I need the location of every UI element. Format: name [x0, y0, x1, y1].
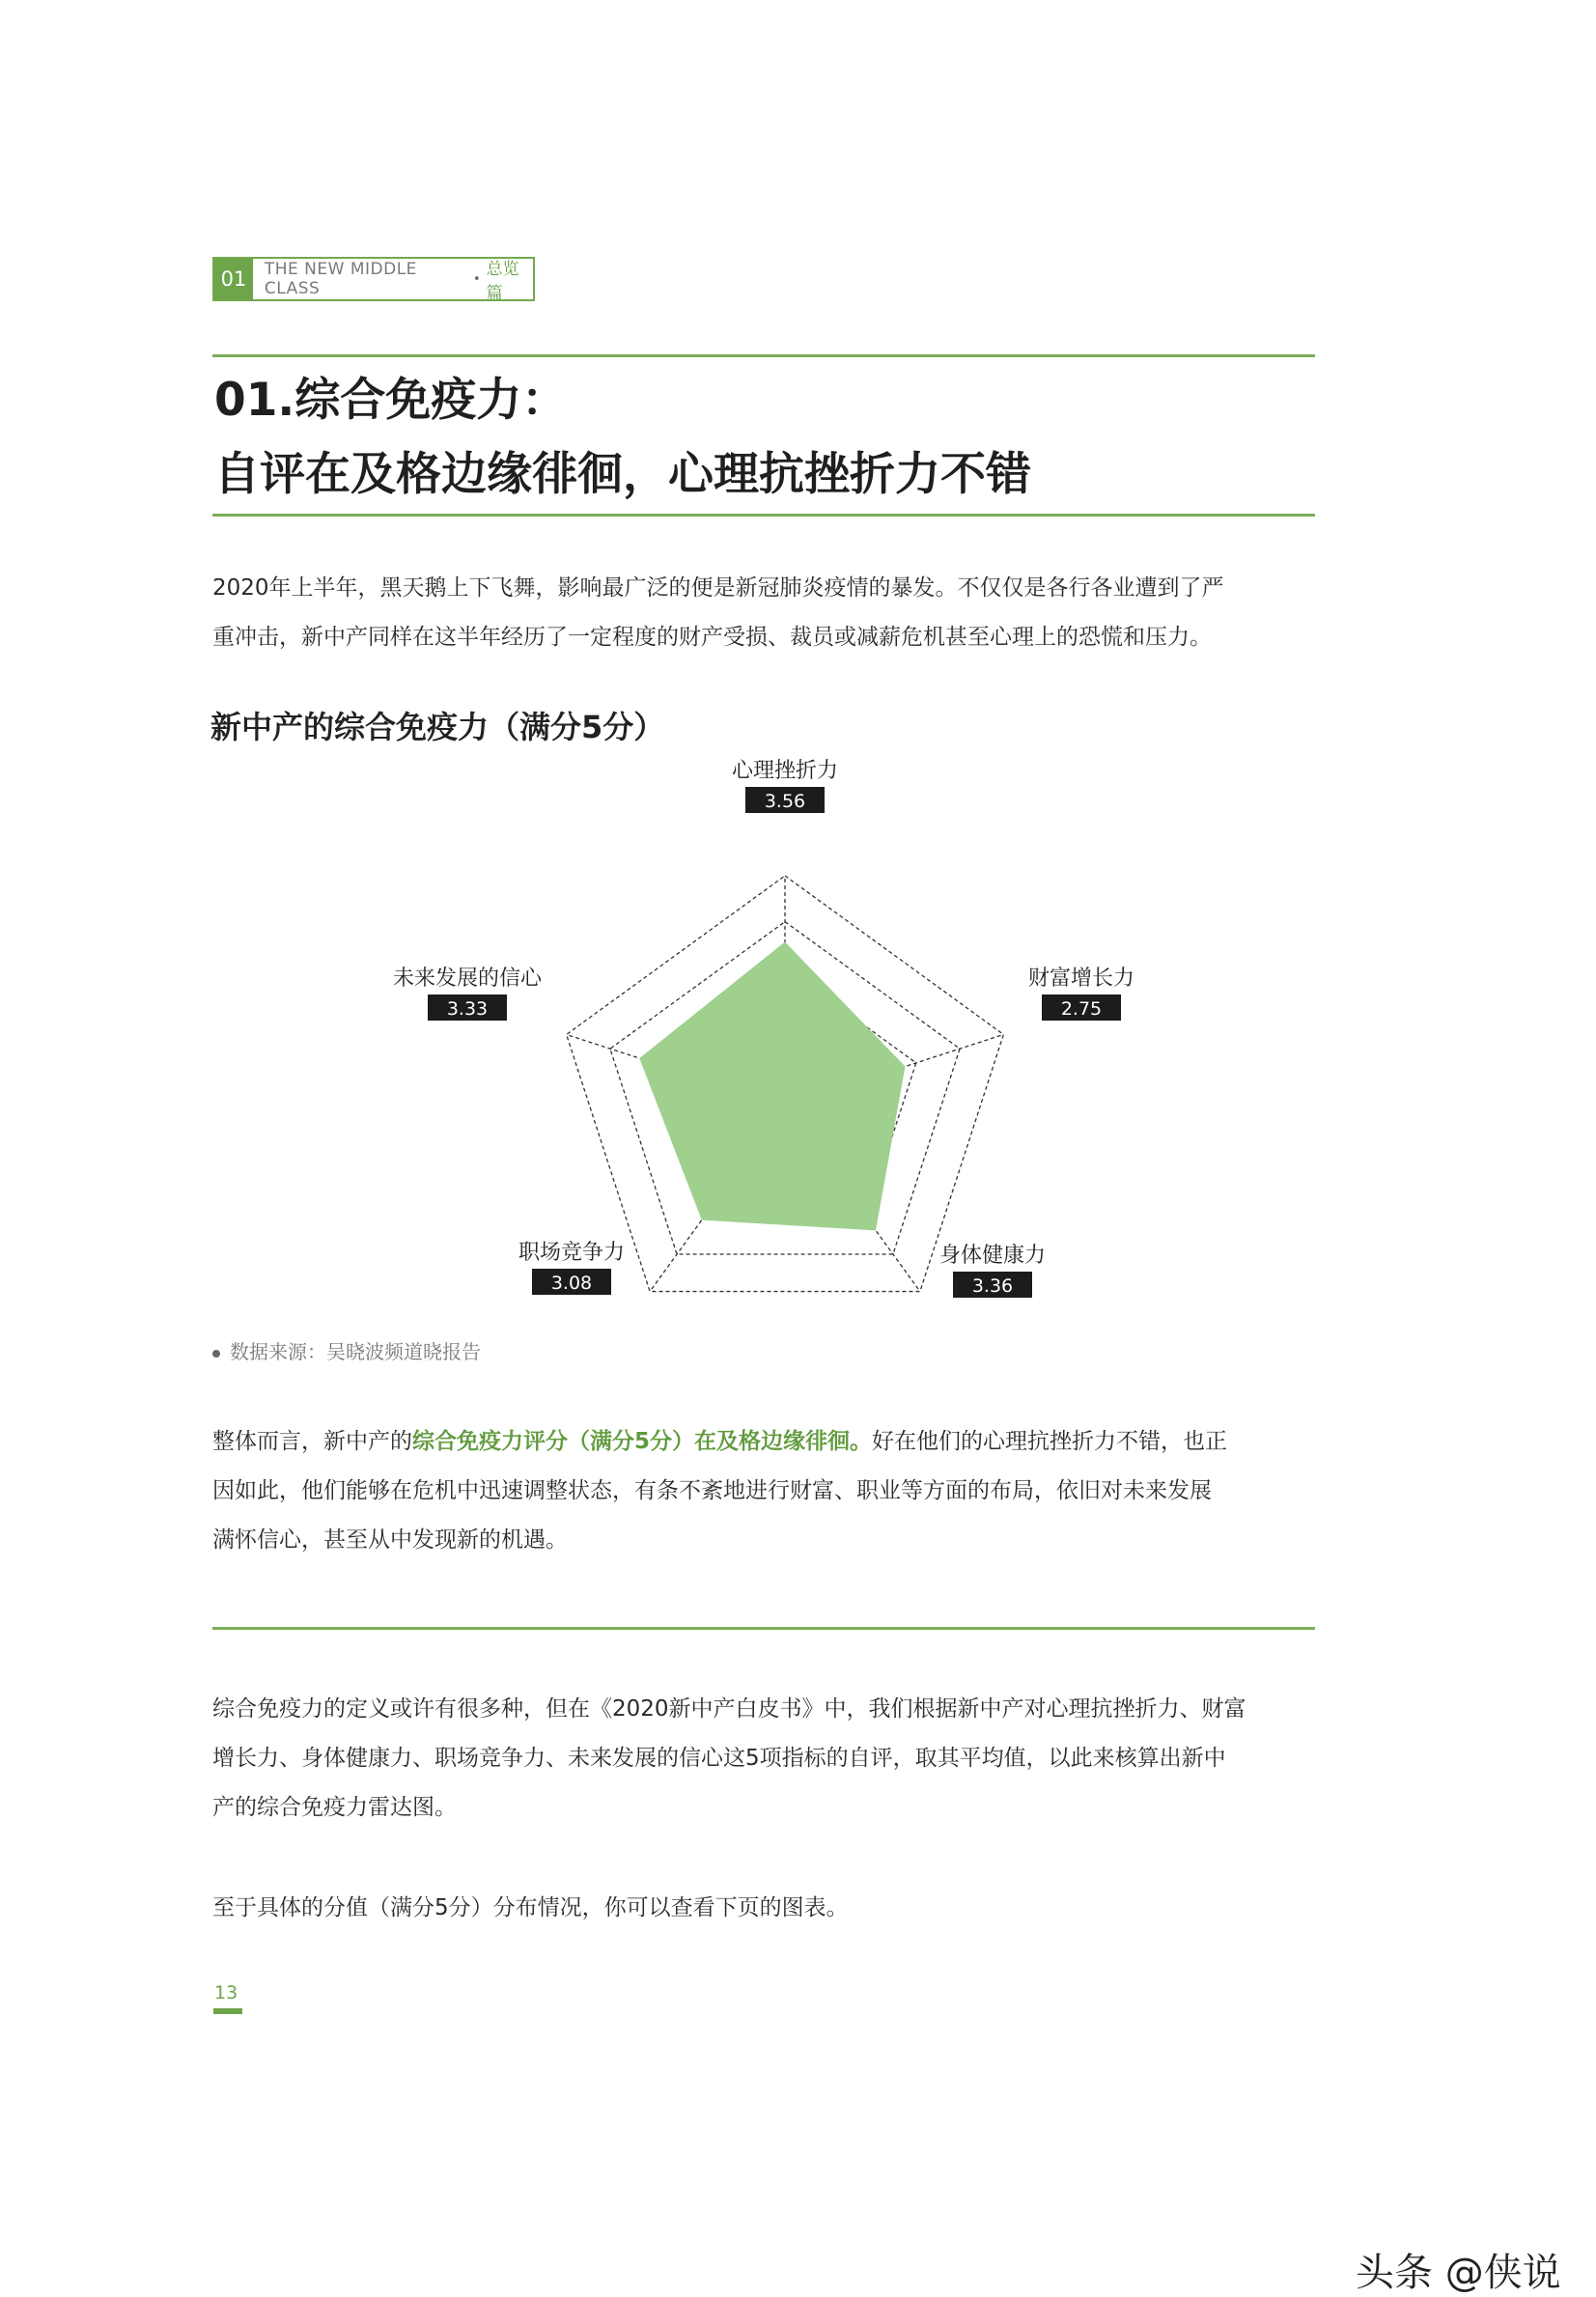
definition-line-1: 综合免疫力的定义或许有很多种，但在《2020新中产白皮书》中，我们根据新中产对心理抗挫折力、财富 [212, 1696, 1246, 1722]
title-top-rule [212, 354, 1315, 357]
section-tag [212, 257, 535, 301]
chart-title: 新中产的综合免疫力（满分5分） [210, 709, 665, 745]
section-number: 01 [214, 259, 253, 299]
summary-pre: 整体而言，新中产的 [212, 1429, 412, 1454]
note-paragraph [212, 1884, 1318, 1933]
definition-line-3: 产的综合免疫力雷达图。 [212, 1795, 457, 1820]
radar-value-label: 3.33 [446, 998, 489, 1020]
radar-series [639, 942, 905, 1231]
bullet-icon [212, 1350, 220, 1358]
data-source-note [212, 1336, 481, 1364]
radar-axis-label: 身体健康力 [938, 1244, 1047, 1268]
summary-line-3: 满怀信心，甚至从中发现新的机遇。 [212, 1527, 568, 1553]
summary-line-2: 因如此，他们能够在危机中迅速调整状态，有条不紊地进行财富、职业等方面的布局，依旧对未来发展 [212, 1478, 1212, 1503]
note-line: 至于具体的分值（满分5分）分布情况，你可以查看下页的图表。 [212, 1895, 849, 1920]
radar-chart [367, 753, 1236, 1313]
section-name: 总览篇 [486, 260, 519, 303]
radar-axis-label: 职场竞争力 [518, 1241, 626, 1265]
summary-paragraph [212, 1417, 1318, 1565]
section-divider [212, 1627, 1315, 1630]
intro-line-2: 重冲击，新中产同样在这半年经历了一定程度的财产受损、裁员或减薪危机甚至心理上的恐慌和压力。 [212, 625, 1212, 650]
summary-line-1 [212, 1417, 1318, 1467]
data-source-text: 数据来源：吴晓波频道晓报告 [230, 1340, 481, 1363]
series-title: THE NEW MIDDLE CLASS [264, 260, 417, 298]
definition-paragraph [212, 1685, 1318, 1833]
page-title-line1: 01.综合免疫力： [214, 374, 568, 427]
radar-value-label: 2.75 [1060, 998, 1103, 1020]
radar-value-label: 3.36 [971, 1275, 1014, 1297]
radar-value-label: 3.08 [550, 1273, 593, 1294]
page-title-line2: 自评在及格边缘徘徊，心理抗挫折力不错 [214, 448, 1031, 501]
page-number-bar [213, 2008, 242, 2014]
intro-line-1: 2020年上半年，黑天鹅上下飞舞，影响最广泛的便是新冠肺炎疫情的暴发。不仅仅是各行各业遭到了严 [212, 575, 1224, 601]
radar-axis-label: 未来发展的信心 [392, 966, 543, 991]
summary-highlight: 综合免疫力评分（满分5分）在及格边缘徘徊。 [412, 1429, 873, 1454]
title-bottom-rule [212, 514, 1315, 517]
page-number: 13 [214, 1982, 238, 2003]
definition-line-2: 增长力、身体健康力、职场竞争力、未来发展的信心这5项指标的自评，取其平均值，以此来核算出新中 [212, 1746, 1226, 1771]
summary-post: 好在他们的心理抗挫折力不错，也正 [872, 1429, 1228, 1454]
intro-paragraph [212, 564, 1318, 662]
watermark: 头条 @侠说 [1356, 2251, 1561, 2295]
radar-series-area [639, 942, 905, 1231]
radar-axis-label: 心理挫折力 [731, 759, 839, 783]
radar-value-label: 3.56 [764, 791, 806, 812]
radar-axis-label: 财富增长力 [1027, 966, 1135, 991]
separator-dot: • [472, 271, 481, 287]
